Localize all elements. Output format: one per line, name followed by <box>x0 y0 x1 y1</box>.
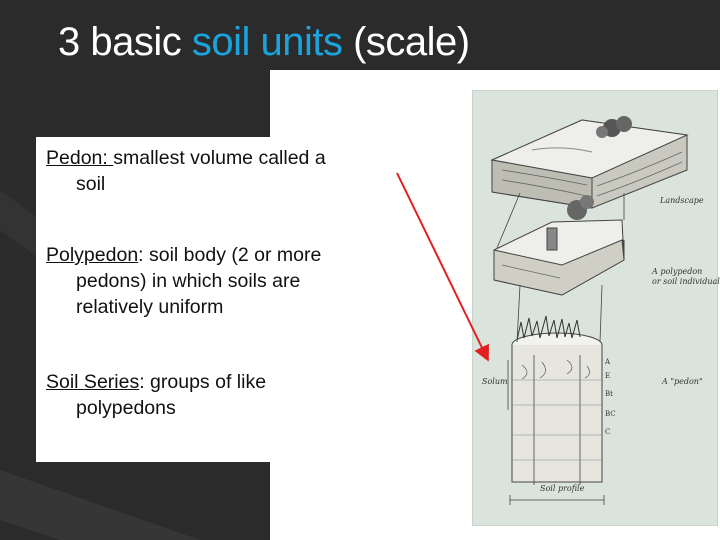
bullet-polypedon-cont2: relatively uniform <box>76 296 224 318</box>
label-polypedon-2: or soil individual <box>652 277 720 286</box>
bullet-polypedon-cont1: pedons) in which soils are <box>76 270 301 292</box>
horizon-label: Bt <box>605 390 613 398</box>
horizon-label: BC <box>605 410 616 418</box>
definitions-box <box>36 137 408 462</box>
label-soil-profile: Soil profile <box>540 484 585 493</box>
term-pedon: Pedon: <box>46 147 114 169</box>
slide-title <box>58 20 470 65</box>
bullet-pedon-text: smallest volume called a <box>113 147 326 169</box>
term-soil-series: Soil Series <box>46 371 140 393</box>
term-polypedon: Polypedon <box>46 244 139 266</box>
horizon-label: E <box>605 372 611 380</box>
bullet-polypedon-text: : soil body (2 or more <box>138 244 322 266</box>
label-polypedon-1: A polypedon <box>652 267 703 276</box>
soil-units-illustration <box>472 90 718 526</box>
horizon-label: C <box>605 428 611 436</box>
horizon-label: A <box>605 358 611 366</box>
pedon-column <box>508 316 604 505</box>
bullet-pedon-cont: soil <box>76 173 106 195</box>
title-part2: (scale) <box>342 20 470 64</box>
bullet-soil-series-cont: polypedons <box>76 397 176 419</box>
bullet-soil-series <box>46 369 406 421</box>
bullet-soil-series-text: : groups of like <box>139 371 267 393</box>
title-part1: 3 basic <box>58 20 192 64</box>
title-accent: soil units <box>191 20 343 64</box>
bullet-pedon <box>46 145 406 197</box>
label-landscape: Landscape <box>660 196 704 205</box>
bullet-polypedon <box>46 242 406 320</box>
soil-units-figure <box>472 90 718 526</box>
label-pedon: A "pedon" <box>662 377 703 386</box>
label-solum: Solum <box>482 377 508 386</box>
